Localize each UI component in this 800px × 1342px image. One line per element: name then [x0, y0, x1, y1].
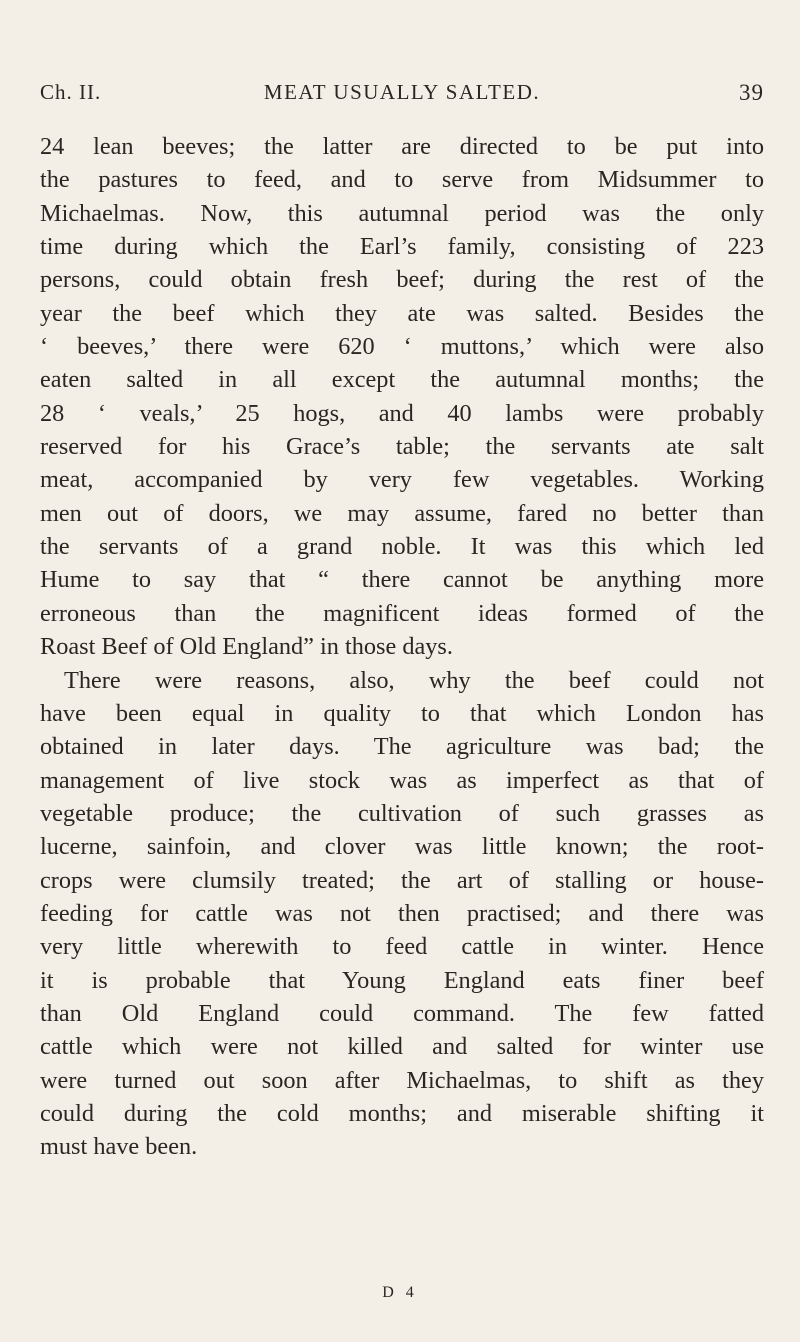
running-head [40, 80, 764, 110]
text-line: ‘ beeves,’ there were 620 ‘ muttons,’ which were also [40, 333, 764, 361]
text-line: 24 lean beeves; the latter are directed to be put into [40, 133, 764, 160]
text-line: crops were clumsily treated; the art of stalling or house- [40, 866, 764, 894]
text-line: eaten salted in all except the autumnal months; the [40, 366, 764, 394]
text-line: very little wherewith to feed cattle in winter. Hence [40, 933, 764, 961]
text-line: the servants of a grand noble. It was this which led [40, 533, 764, 561]
text-line: the pastures to feed, and to serve from Midsummer to [40, 166, 764, 194]
text-line: Roast Beef of Old England” in those days. [40, 633, 453, 661]
page-number: 39 [739, 80, 764, 105]
text-line: management of live stock was as imperfect as that of [40, 766, 764, 794]
body-text [40, 130, 764, 1164]
text-line: 28 ‘ veals,’ 25 hogs, and 40 lambs were probably [40, 399, 764, 427]
text-line: could during the cold months; and miserable shifting it [40, 1099, 764, 1127]
signature-mark: D 4 [382, 1284, 418, 1301]
text-line: erroneous than the magnificent ideas formed of the [40, 599, 764, 627]
chapter-label: Ch. II. [40, 80, 102, 104]
text-line: persons, could obtain fresh beef; during the rest of the [40, 266, 764, 294]
running-title: MEAT USUALLY SALTED. [263, 80, 541, 104]
text-line: men out of doors, we may assume, fared no better than [40, 499, 764, 527]
text-line: There were reasons, also, why the beef could not [64, 666, 764, 694]
text-line: meat, accompanied by very few vegetables. Working [40, 466, 764, 494]
text-line: feeding for cattle was not then practised; and there was [40, 899, 764, 927]
text-line: than Old England could command. The few fatted [40, 999, 764, 1027]
text-line: obtained in later days. The agriculture was bad; the [40, 733, 764, 761]
text-line: Hume to say that “ there cannot be anything more [40, 566, 764, 594]
text-line: lucerne, sainfoin, and clover was little known; the root- [40, 833, 764, 861]
text-line: have been equal in quality to that which London has [40, 699, 764, 727]
text-line: cattle which were not killed and salted for winter use [40, 1033, 764, 1061]
text-line: it is probable that Young England eats finer beef [40, 966, 764, 994]
text-line: were turned out soon after Michaelmas, to shift as they [40, 1066, 764, 1094]
text-line: vegetable produce; the cultivation of such grasses as [40, 799, 764, 827]
text-line: time during which the Earl’s family, consisting of 223 [40, 233, 764, 261]
text-line: year the beef which they ate was salted. Besides the [40, 299, 764, 327]
text-line: Michaelmas. Now, this autumnal period was the only [40, 199, 764, 227]
text-line: reserved for his Grace’s table; the servants ate salt [40, 433, 764, 461]
text-line: must have been. [40, 1133, 198, 1161]
